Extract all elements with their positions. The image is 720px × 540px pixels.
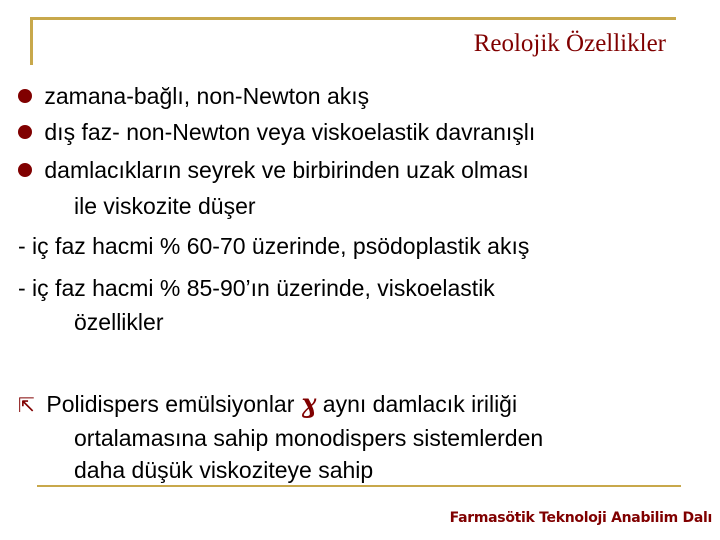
- arrow-item-text-before: Polidispers emülsiyonlar: [46, 391, 301, 417]
- arrow-item: [18, 390, 517, 420]
- bullet-icon: [18, 125, 32, 139]
- dash-item-1: - iç faz hacmi % 60-70 üzerinde, psödoplastik akış: [18, 233, 530, 259]
- arrow-item-line-2: ortalamasına sahip monodispers sistemlerden: [74, 425, 544, 451]
- dash-item-2-continuation: özellikler: [74, 309, 164, 335]
- dash-item-2: - iç faz hacmi % 85-90’ın üzerinde, viskoelastik: [18, 275, 495, 301]
- gamma-symbol: ɣ: [300, 389, 317, 419]
- arrow-item-text-after: aynı damlacık iriliği: [316, 391, 518, 417]
- bullet-text: zamana-bağlı, non-Newton akış: [44, 83, 370, 109]
- frame-left-rule: [30, 17, 33, 65]
- arrow-item-line-3: daha düşük viskoziteye sahip: [74, 457, 374, 483]
- bullet-item-3-continuation: ile viskozite düşer: [74, 193, 256, 219]
- diagonal-arrow-icon: ⇱: [18, 395, 35, 417]
- bullet-item-1: [18, 82, 369, 110]
- bullet-icon: [18, 163, 32, 177]
- footer-department: Farmasötik Teknoloji Anabilim Dalı: [449, 510, 712, 526]
- bullet-text: damlacıkların seyrek ve birbirinden uzak olması: [44, 157, 529, 183]
- bullet-icon: [18, 89, 32, 103]
- bullet-item-3: [18, 156, 529, 184]
- frame-top-rule: [30, 17, 676, 20]
- frame-bottom-rule: [37, 485, 681, 487]
- bullet-text: dış faz- non-Newton veya viskoelastik davranışlı: [44, 119, 536, 145]
- slide-title: Reolojik Özellikler: [473, 30, 666, 57]
- bullet-item-2: [18, 118, 535, 146]
